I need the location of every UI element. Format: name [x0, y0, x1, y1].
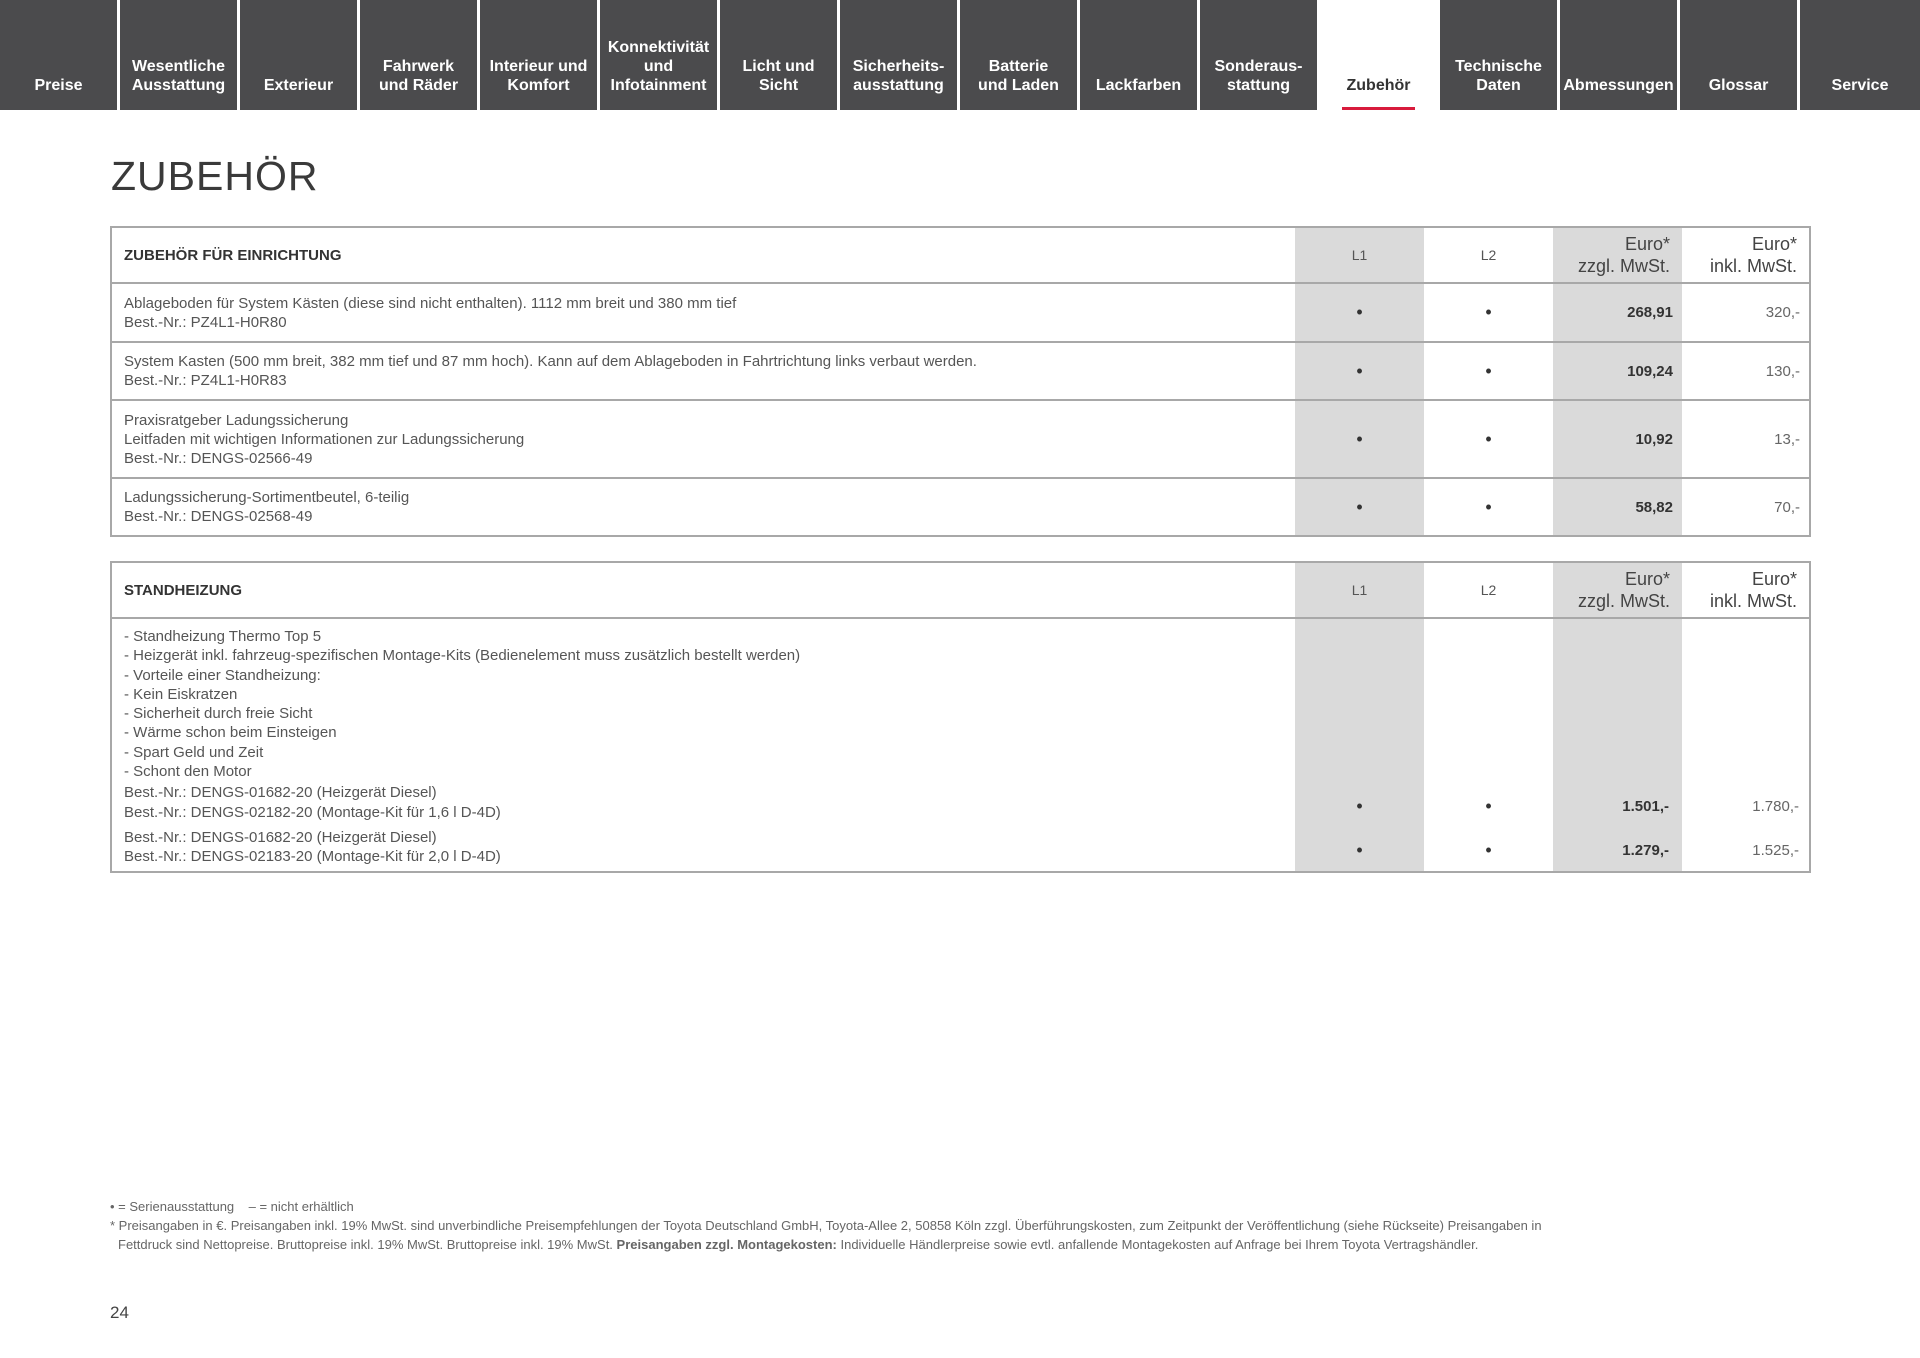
net-price: 1.501,- — [1622, 798, 1669, 815]
table-row — [112, 284, 1809, 343]
net-price: 109,24 — [1553, 343, 1682, 399]
availability-l2: • — [1485, 796, 1492, 816]
availability-l1: • — [1356, 796, 1363, 816]
item-order-number: Best.-Nr.: DENGS-01682-20 (Heizgerät Diesel) — [124, 828, 437, 846]
table-row — [112, 479, 1809, 535]
tab-sonderausstattung[interactable]: Sonderaus- stattung — [1200, 0, 1317, 110]
feature-line: - Sicherheit durch freie Sicht — [124, 705, 313, 723]
tab-wesentliche-ausstattung[interactable]: Wesentliche Ausstattung — [120, 0, 237, 110]
tab-technische-daten[interactable]: Technische Daten — [1440, 0, 1557, 110]
column-header-l2: L2 — [1480, 582, 1497, 598]
feature-line: - Spart Geld und Zeit — [124, 743, 264, 761]
column-gross-bg — [1682, 619, 1809, 871]
gross-price: 70,- — [1774, 498, 1800, 516]
availability-l1: • — [1356, 840, 1363, 860]
tab-service[interactable]: Service — [1800, 0, 1920, 110]
table-standheizung — [110, 561, 1811, 873]
feature-line: - Standheizung Thermo Top 5 — [124, 628, 322, 645]
item-text: Ladungssicherung-Sortimentbeutel, 6-teilig — [124, 489, 410, 506]
tab-batterie-und-laden[interactable]: Batterie und Laden — [960, 0, 1077, 110]
tab-konnektivitaet[interactable]: Konnektivität und Infotainment — [600, 0, 717, 110]
gross-price: 1.525,- — [1752, 842, 1799, 859]
availability-l1: • — [1295, 343, 1424, 399]
availability-l1: • — [1295, 401, 1424, 477]
item-order-number: Best.-Nr.: PZ4L1-H0R80 — [124, 313, 287, 331]
availability-l2: • — [1485, 360, 1492, 381]
item-description — [112, 343, 1295, 399]
item-description — [124, 627, 800, 867]
net-price: 10,92 — [1553, 401, 1682, 477]
tab-abmessungen[interactable]: Abmessungen — [1560, 0, 1677, 110]
footnote — [110, 1197, 1810, 1254]
footnote-text-line-2 — [110, 1235, 1810, 1254]
column-header-l2: L2 — [1480, 247, 1497, 263]
table-title: ZUBEHÖR FÜR EINRICHTUNG — [124, 246, 342, 264]
item-order-number: Best.-Nr.: PZ4L1-H0R83 — [124, 372, 287, 389]
tab-interieur-und-komfort[interactable]: Interieur und Komfort — [480, 0, 597, 110]
availability-l2: • — [1485, 428, 1492, 449]
availability-l1: • — [1295, 284, 1424, 341]
table-row — [112, 343, 1809, 401]
availability-l1: • — [1295, 479, 1424, 535]
page-number: 24 — [110, 1303, 129, 1322]
item-order-number: Best.-Nr.: DENGS-02568-49 — [124, 508, 313, 525]
column-header-l1: L1 — [1295, 228, 1424, 282]
item-description — [112, 401, 1295, 477]
column-header-net-price: Euro* zzgl. MwSt. — [1553, 228, 1682, 282]
footnote-text: Fettdruck sind Nettopreise. Bruttopreise inkl. 19% MwSt. Bruttopreise inkl. 19% MwSt. — [118, 1237, 617, 1252]
net-price: 268,91 — [1553, 284, 1682, 341]
item-description — [112, 284, 1295, 341]
footnote-text: Individuelle Händlerpreise sowie evtl. anfallende Montagekosten auf Anfrage bei Ihrem Toyota Vertragshändler. — [836, 1237, 1479, 1252]
availability-l2: • — [1485, 496, 1492, 517]
table-einrichtung — [110, 226, 1811, 537]
net-price: 58,82 — [1553, 479, 1682, 535]
gross-price: 320,- — [1765, 304, 1800, 321]
item-order-number: Best.-Nr.: DENGS-02183-20 (Montage-Kit für 2,0 l D-4D) — [124, 848, 501, 866]
gross-price: 1.780,- — [1752, 798, 1799, 815]
gross-price: 13,- — [1774, 430, 1800, 448]
column-header-gross-price: Euro* inkl. MwSt. — [1709, 569, 1797, 611]
net-price: 1.279,- — [1622, 842, 1669, 859]
item-order-number: Best.-Nr.: DENGS-01682-20 (Heizgerät Diesel) — [124, 784, 437, 802]
column-l1-bg — [1295, 619, 1424, 871]
tab-licht-und-sicht[interactable]: Licht und Sicht — [720, 0, 837, 110]
item-subtext: Leitfaden mit wichtigen Informationen zur Ladungssicherung — [124, 430, 525, 448]
feature-line: - Schont den Motor — [124, 763, 252, 781]
table-header — [112, 228, 1809, 284]
column-l2-bg — [1424, 619, 1553, 871]
top-navigation — [0, 0, 1920, 110]
tab-sicherheitsausstattung[interactable]: Sicherheits- ausstattung — [840, 0, 957, 110]
column-net-bg — [1553, 619, 1682, 871]
feature-line: - Heizgerät inkl. fahrzeug-spezifischen Montage-Kits (Bedienelement muss zusätzlich bestellt werden) — [124, 647, 801, 665]
availability-l2: • — [1485, 302, 1492, 322]
item-order-number: Best.-Nr.: DENGS-02566-49 — [124, 449, 313, 467]
tab-exterieur[interactable]: Exterieur — [240, 0, 357, 110]
column-header-l1: L1 — [1295, 563, 1424, 617]
feature-line: - Kein Eiskratzen — [124, 685, 238, 703]
item-order-number: Best.-Nr.: DENGS-02182-20 (Montage-Kit für 1,6 l D-4D) — [124, 803, 501, 821]
page-title: ZUBEHÖR — [111, 153, 319, 199]
footnote-text-line-1: * Preisangaben in €. Preisangaben inkl. 19% MwSt. sind unverbindliche Preisempfehlungen der Toyota Deutschland GmbH, Toyota-Allee 2, 50858 Köln zzgl. Überführungskosten, zum Zeitpunkt der Veröffentlichung (siehe Rückseite) Preisangaben in — [110, 1218, 1542, 1233]
gross-price: 130,- — [1765, 362, 1800, 380]
table-row — [112, 619, 1809, 871]
item-text: Ablageboden für System Kästen (diese sind nicht enthalten). 1112 mm breit und 380 mm tief — [124, 294, 737, 312]
feature-line: - Vorteile einer Standheizung: — [124, 666, 321, 684]
item-text: System Kasten (500 mm breit, 382 mm tief und 87 mm hoch). Kann auf dem Ablageboden in Fahrtrichtung links verbaut werden. — [124, 353, 977, 370]
item-text: Praxisratgeber Ladungssicherung — [124, 411, 349, 429]
column-header-gross-price: Euro* inkl. MwSt. — [1709, 234, 1797, 276]
availability-l2: • — [1485, 840, 1492, 860]
column-header-net-price: Euro* zzgl. MwSt. — [1553, 563, 1682, 617]
table-title: STANDHEIZUNG — [124, 581, 243, 599]
tab-glossar[interactable]: Glossar — [1680, 0, 1797, 110]
table-header — [112, 563, 1809, 619]
tab-preise[interactable]: Preise — [0, 0, 117, 110]
footnote-legend: • = Serienausstattung – = nicht erhältlich — [110, 1199, 354, 1214]
tab-fahrwerk-und-raeder[interactable]: Fahrwerk und Räder — [360, 0, 477, 110]
item-description — [112, 479, 1295, 535]
footnote-bold-text: Preisangaben zzgl. Montagekosten: — [616, 1237, 837, 1252]
tab-zubehoer[interactable]: Zubehör — [1320, 0, 1437, 110]
tab-lackfarben[interactable]: Lackfarben — [1080, 0, 1197, 110]
table-row — [112, 401, 1809, 479]
feature-line: - Wärme schon beim Einsteigen — [124, 724, 337, 742]
